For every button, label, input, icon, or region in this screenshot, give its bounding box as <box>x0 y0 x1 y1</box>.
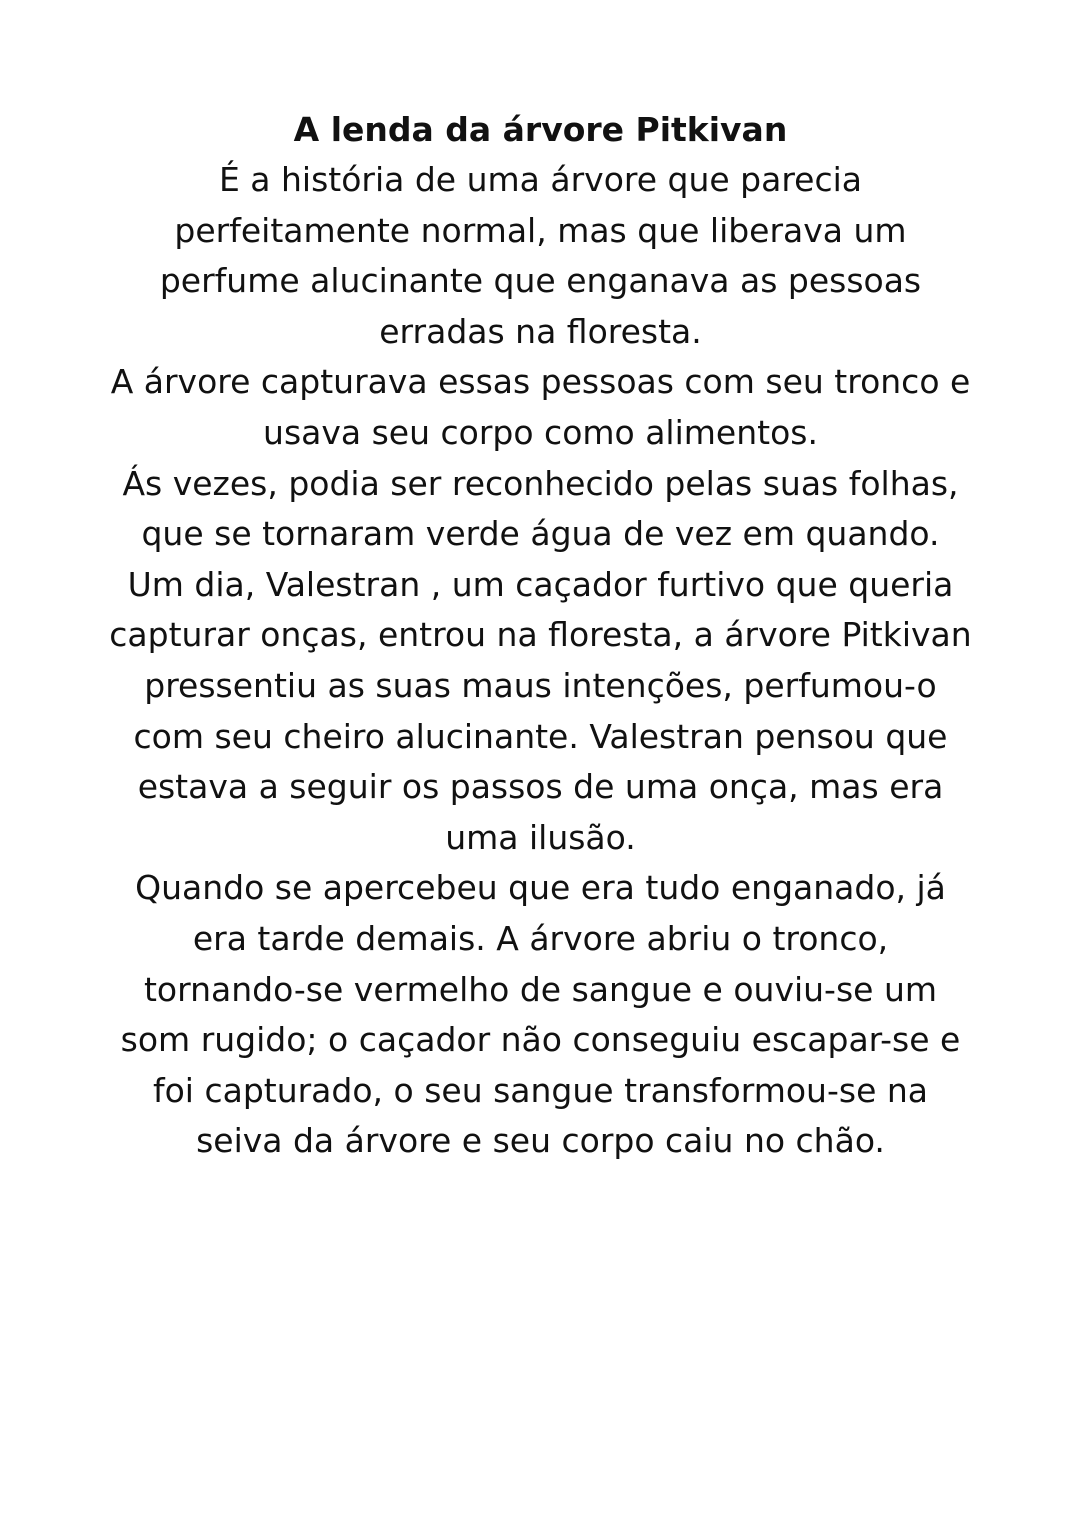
text-line: seiva da árvore e seu corpo caiu no chão. <box>196 1121 885 1161</box>
document-page <box>0 105 1081 1167</box>
text-line: som rugido; o caçador não conseguiu escapar-se e <box>120 1020 961 1060</box>
text-line: É a história de uma árvore que parecia <box>218 160 863 199</box>
text-line: tornando-se vermelho de sangue e ouviu-se um <box>143 969 938 1009</box>
text-line: era tarde demais. A árvore abriu o tronco, <box>192 918 889 958</box>
text-line: Um dia, Valestran , um caçador furtivo que queria <box>127 564 954 604</box>
text-line: usava seu corpo como alimentos. <box>263 412 818 452</box>
text-line: erradas na floresta. <box>379 311 702 351</box>
text-line: pressentiu as suas maus intenções, perfumou-o <box>144 665 937 705</box>
text-line: perfeitamente normal, mas que liberava um <box>174 210 907 250</box>
text-line: Ás vezes, podia ser reconhecido pelas suas folhas, <box>122 463 959 503</box>
text-line: estava a seguir os passos de uma onça, mas era <box>137 767 944 807</box>
text-line: que se tornaram verde água de vez em quando. <box>141 514 940 554</box>
text-line: com seu cheiro alucinante. Valestran pensou que <box>133 716 948 756</box>
text-line: Quando se apercebeu que era tudo enganado, já <box>135 868 946 908</box>
text-line: perfume alucinante que enganava as pessoas <box>159 261 922 301</box>
text-line: foi capturado, o seu sangue transformou-se na <box>152 1070 929 1110</box>
document-title: A lenda da árvore Pitkivan <box>293 110 788 149</box>
text-line: uma ilusão. <box>445 817 636 857</box>
text-line: capturar onças, entrou na floresta, a árvore Pitkivan <box>109 615 972 655</box>
text-line: A árvore capturava essas pessoas com seu tronco e <box>110 362 971 402</box>
